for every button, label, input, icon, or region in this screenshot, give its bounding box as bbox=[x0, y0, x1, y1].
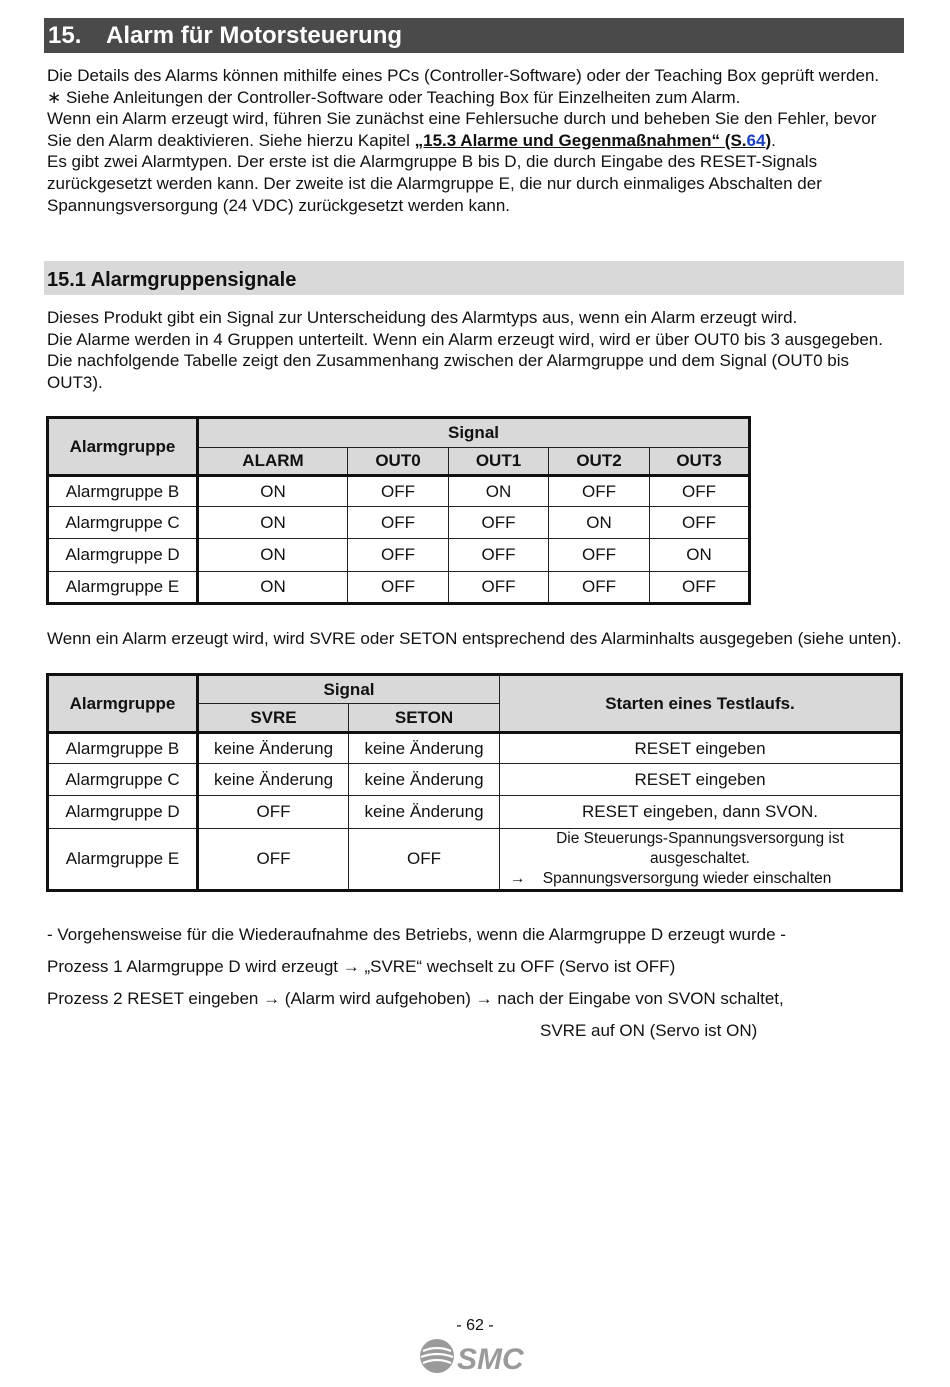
action-line-2: ausgeschaltet. bbox=[650, 850, 750, 867]
section-heading bbox=[44, 18, 904, 53]
table-row bbox=[48, 539, 750, 572]
section-number: 15. bbox=[48, 22, 82, 49]
table2-cell: OFF bbox=[198, 829, 349, 891]
table1-cell: OFF bbox=[348, 476, 449, 507]
table2-action-cell-e bbox=[500, 829, 902, 891]
table-row bbox=[48, 733, 902, 764]
table1-cell: OFF bbox=[549, 476, 650, 507]
page-reference: 64 bbox=[746, 130, 766, 150]
table2-header-action: Starten eines Testlaufs. bbox=[500, 675, 902, 733]
table2-cell: OFF bbox=[349, 829, 500, 891]
intro-text bbox=[47, 65, 905, 216]
table1-group-cell: Alarmgruppe B bbox=[48, 476, 198, 507]
table1-col-header: OUT1 bbox=[449, 448, 549, 476]
table2-cell: RESET eingeben bbox=[500, 764, 902, 796]
table2-cell: RESET eingeben, dann SVON. bbox=[500, 796, 902, 829]
sub-paragraph-1: Dieses Produkt gibt ein Signal zur Unterscheidung des Alarmtyps aus, wenn ein Alarm erzeugt wird. bbox=[47, 308, 798, 327]
table2-cell: keine Änderung bbox=[349, 796, 500, 829]
table1-col-header: OUT0 bbox=[348, 448, 449, 476]
table-row bbox=[48, 476, 750, 507]
table1-cell: OFF bbox=[549, 539, 650, 572]
action-line-3: → Spannungsversorgung wieder einschalten bbox=[510, 870, 832, 887]
table2-cell: keine Änderung bbox=[198, 733, 349, 764]
between-text bbox=[47, 628, 905, 650]
table2-header-group: Alarmgruppe bbox=[48, 675, 198, 733]
between-paragraph: Wenn ein Alarm erzeugt wird, wird SVRE oder SETON entsprechend des Alarminhalts ausgegeben (siehe unten). bbox=[47, 629, 902, 648]
table2-cell: keine Änderung bbox=[198, 764, 349, 796]
procedure-step-2-cont: SVRE auf ON (Servo ist ON) bbox=[540, 1021, 758, 1040]
table1-group-cell: Alarmgruppe C bbox=[48, 507, 198, 539]
intro-paragraph-3: Wenn ein Alarm erzeugt wird, führen Sie zunächst eine Fehlersuche durch und beheben Sie den Fehler, bevor Sie den Alarm deaktivieren. Siehe hierzu Kapitel „15.3 Alarme und Gegenmaßnahmen“ (S.64). bbox=[47, 109, 877, 150]
table1-cell: ON bbox=[449, 476, 549, 507]
table-row bbox=[48, 796, 902, 829]
table1-cell: OFF bbox=[650, 476, 750, 507]
table-row bbox=[48, 572, 750, 604]
table2-group-cell: Alarmgruppe D bbox=[48, 796, 198, 829]
table-row bbox=[48, 764, 902, 796]
table1-cell: OFF bbox=[348, 572, 449, 604]
table-row bbox=[48, 829, 902, 891]
table2-col-header: SVRE bbox=[198, 704, 349, 733]
table2-cell: RESET eingeben bbox=[500, 733, 902, 764]
section-title: Alarm für Motorsteuerung bbox=[106, 22, 403, 49]
table1-group-cell: Alarmgruppe E bbox=[48, 572, 198, 604]
table1-cell: OFF bbox=[348, 507, 449, 539]
sub-paragraph-2: Die Alarme werden in 4 Gruppen unterteilt. Wenn ein Alarm erzeugt wird, wird er über OUT0 bis 3 ausgegeben. bbox=[47, 329, 883, 349]
table2-cell: keine Änderung bbox=[349, 764, 500, 796]
table2-cell: OFF bbox=[198, 796, 349, 829]
table1-cell: OFF bbox=[650, 507, 750, 539]
table1-cell: OFF bbox=[449, 572, 549, 604]
table1-cell: ON bbox=[549, 507, 650, 539]
chapter-reference-link[interactable]: „15.3 Alarme und Gegenmaßnahmen“ (S.64) bbox=[414, 130, 772, 150]
table2-cell: keine Änderung bbox=[349, 733, 500, 764]
intro-paragraph-1: Die Details des Alarms können mithilfe eines PCs (Controller-Software) oder der Teaching Box geprüft werden. bbox=[47, 66, 880, 85]
table1-cell: OFF bbox=[348, 539, 449, 572]
alarm-svre-seton-table bbox=[46, 673, 903, 892]
table1-col-header: OUT2 bbox=[549, 448, 650, 476]
procedure-step-1: Prozess 1 Alarmgruppe D wird erzeugt → „SVRE“ wechselt zu OFF (Servo ist OFF) bbox=[47, 957, 676, 976]
sub-paragraph-3: Die nachfolgende Tabelle zeigt den Zusammenhang zwischen der Alarmgruppe und dem Signal (OUT0 bis OUT3). bbox=[47, 351, 849, 392]
table1-cell: OFF bbox=[449, 507, 549, 539]
table2-group-cell: Alarmgruppe B bbox=[48, 733, 198, 764]
table1-cell: ON bbox=[198, 507, 348, 539]
smc-logo-icon bbox=[417, 1336, 529, 1376]
action-line-1: Die Steuerungs-Spannungsversorgung ist bbox=[556, 830, 844, 847]
table-row bbox=[48, 507, 750, 539]
table2-col-header: SETON bbox=[349, 704, 500, 733]
table1-cell: ON bbox=[198, 476, 348, 507]
table1-group-cell: Alarmgruppe D bbox=[48, 539, 198, 572]
table1-cell: ON bbox=[198, 572, 348, 604]
table1-col-header: ALARM bbox=[198, 448, 348, 476]
table2-group-cell: Alarmgruppe C bbox=[48, 764, 198, 796]
table1-header-group: Alarmgruppe bbox=[48, 418, 198, 476]
table1-header-signal: Signal bbox=[198, 418, 750, 448]
procedure-step-2: Prozess 2 RESET eingeben → (Alarm wird aufgehoben) → nach der Eingabe von SVON schaltet, bbox=[47, 989, 784, 1008]
table2-header-signal: Signal bbox=[198, 675, 500, 704]
right-arrow-icon: → bbox=[510, 870, 526, 887]
smc-logo-text: SMC bbox=[457, 1343, 524, 1376]
subsection-heading: 15.1 Alarmgruppensignale bbox=[44, 261, 904, 295]
subsection-intro bbox=[47, 307, 905, 393]
procedure-title: - Vorgehensweise für die Wiederaufnahme des Betriebs, wenn die Alarmgruppe D erzeugt wurde - bbox=[47, 925, 786, 944]
intro-paragraph-4: Es gibt zwei Alarmtypen. Der erste ist die Alarmgruppe B bis D, die durch Eingabe des RESET-Signals zurückgesetzt werden kann. Der zweite ist die Alarmgruppe E, die nur durch einmaliges Abschalten der Spannungsversorgung (24 VDC) zurückgesetzt werden kann. bbox=[47, 152, 822, 215]
table1-cell: OFF bbox=[449, 539, 549, 572]
alarm-signal-table bbox=[46, 416, 751, 605]
table2-group-cell: Alarmgruppe E bbox=[48, 829, 198, 891]
table1-cell: ON bbox=[198, 539, 348, 572]
table1-cell: OFF bbox=[549, 572, 650, 604]
table1-cell: OFF bbox=[650, 572, 750, 604]
table1-cell: ON bbox=[650, 539, 750, 572]
table1-col-header: OUT3 bbox=[650, 448, 750, 476]
intro-note: ∗ Siehe Anleitungen der Controller-Software oder Teaching Box für Einzelheiten zum Alarm. bbox=[47, 87, 741, 107]
page-number: - 62 - bbox=[456, 1317, 494, 1334]
